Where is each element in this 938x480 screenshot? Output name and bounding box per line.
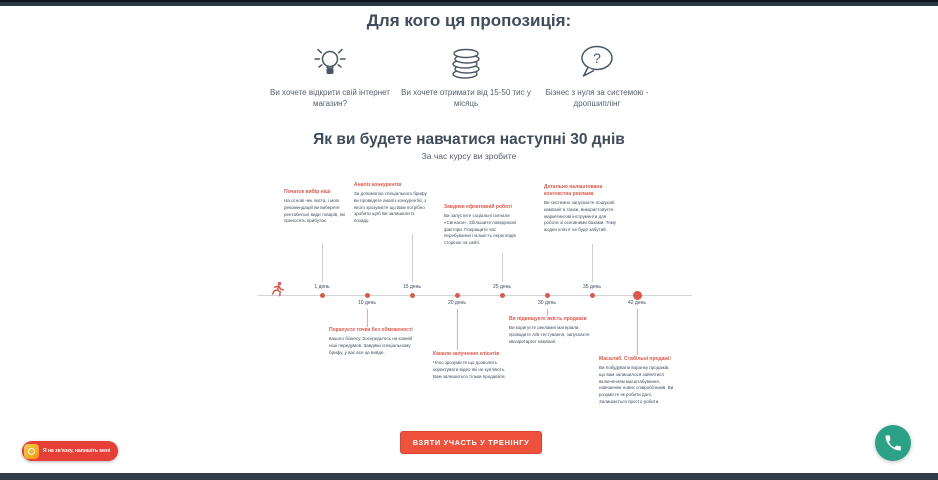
timeline-day-label: 10 день xyxy=(357,300,376,306)
timeline-day-label: 15 день xyxy=(402,284,421,290)
coins-icon xyxy=(391,42,541,82)
timeline-dot xyxy=(455,293,460,298)
timeline-dot xyxy=(410,293,415,298)
block-body: вашого бізнесу. Зосередьтесь на кожній ніші передумов. Завдяки спеціальному брифу, у вас все це вийде. xyxy=(329,336,413,355)
timeline-block-sales-quality xyxy=(509,316,597,345)
timeline-dot xyxy=(365,293,370,298)
browser-bottom-bar xyxy=(0,473,938,480)
audience-item-shop xyxy=(255,42,405,110)
block-title: Аналіз конкурентів xyxy=(354,182,402,188)
block-title: Порахуєте точки без обмеженості xyxy=(329,327,413,333)
timeline-block-behavior xyxy=(444,204,518,247)
course-title: Як ви будете навчатися наступні 30 днів xyxy=(313,131,625,148)
timeline-block-context-ads xyxy=(544,184,620,234)
block-body: На основі чек листа, і моїх рекомендацій ви виберете рентабельні види товарів, які приносять прибуток. xyxy=(284,198,346,224)
course-subtitle: За час курсу ви зробите xyxy=(421,151,517,161)
question-bubble-icon xyxy=(522,42,672,82)
chat-widget-label: Я на зв'язку, напишіть мені xyxy=(43,448,111,454)
timeline-block-growth-points xyxy=(329,327,415,356)
connector-line xyxy=(502,253,503,282)
audience-item-label: Бізнес з нуля за системою - дропшиплінг xyxy=(545,88,649,108)
join-training-button[interactable]: ВЗЯТИ УЧАСТЬ У ТРЕНІНГУ xyxy=(400,431,542,454)
camera-icon xyxy=(24,444,39,459)
lightbulb-icon xyxy=(255,42,405,82)
timeline-dot xyxy=(500,293,505,298)
block-title: Ви підвищуєте якість продажів xyxy=(509,316,587,322)
timeline-block-client-channels xyxy=(433,351,513,380)
timeline-day-label: 20 день xyxy=(447,300,466,306)
connector-line xyxy=(367,309,368,327)
block-title: Завдяки ефективній роботі xyxy=(444,204,512,210)
chat-widget-button[interactable] xyxy=(22,441,118,461)
block-body: Ви побудували воронку продажів, що вам залишилося зайнятися включенням масштабування, навчанням нових співробітників. Ви розумієте як робити далі. Залишається просто робити. xyxy=(599,365,674,404)
block-body: Чітко зрозумієте що дозволить коректувати відео які не купляють. Вам залишиться тільки продавати. xyxy=(433,360,506,379)
block-title: Канали залучення клієнтів xyxy=(433,351,500,357)
timeline-day-label: 25 день xyxy=(492,284,511,290)
audience-item-dropshipping xyxy=(522,42,672,110)
block-title: Масштаб. Стабільні продажі! xyxy=(599,356,672,362)
runner-icon xyxy=(270,281,285,302)
audience-item-income xyxy=(391,42,541,110)
timeline-day-label: 42 день xyxy=(627,300,646,306)
timeline-block-niche xyxy=(284,189,348,225)
timeline-dot xyxy=(320,293,325,298)
block-title: Початок вибір ніші xyxy=(284,189,331,195)
block-body: Ви системно запускаєте пошукові кампанії а також, використовуєте маркетингові інструменти для роботи зі основними базами. Тому жоден клієнт не буде забутий. xyxy=(544,200,617,232)
svg-text:?: ? xyxy=(593,50,601,66)
audience-title: Для кого ця пропозиція: xyxy=(366,11,572,30)
timeline-block-competitors xyxy=(354,182,430,225)
browser-top-bar xyxy=(0,0,938,6)
callback-button[interactable] xyxy=(875,425,911,461)
block-body: Ви запустите соціальні сигнали «Сигнали». Збільшите поведінкові фактори. Покращите час перебування і кількість переглядів сторінок на сайті. xyxy=(444,213,516,245)
connector-line xyxy=(547,309,548,316)
timeline-block-scale xyxy=(599,356,675,406)
timeline-dot xyxy=(545,293,550,298)
connector-line xyxy=(322,243,323,282)
timeline-dot-final xyxy=(633,291,642,300)
block-body: Ви коригуєте рекламні матеріали, проводите А/Б-тестування, запускаєте квазіретаргет кампанії. xyxy=(509,325,590,344)
phone-icon xyxy=(884,434,902,452)
timeline-day-label: 35 день xyxy=(582,284,601,290)
timeline-day-label: 30 день xyxy=(537,300,556,306)
audience-item-label: Ви хочете отримати від 15-50 тис у місяць xyxy=(401,88,531,108)
connector-line xyxy=(637,309,638,355)
connector-line xyxy=(412,234,413,282)
timeline-day-label: 1 день xyxy=(314,284,330,290)
block-body: За допомогою спеціального брифу ви проведете аналіз конкурентів, з якого зрозумієте що Вам потрібно зробити щоб Ви залишили їх позаду. xyxy=(354,191,427,223)
audience-item-label: Ви хочете відкрити свій інтернет магазин? xyxy=(270,88,390,108)
block-title: Детально налаштована контекстна реклама xyxy=(544,184,603,197)
timeline-dot xyxy=(590,293,595,298)
connector-line xyxy=(592,244,593,282)
connector-line xyxy=(457,309,458,350)
